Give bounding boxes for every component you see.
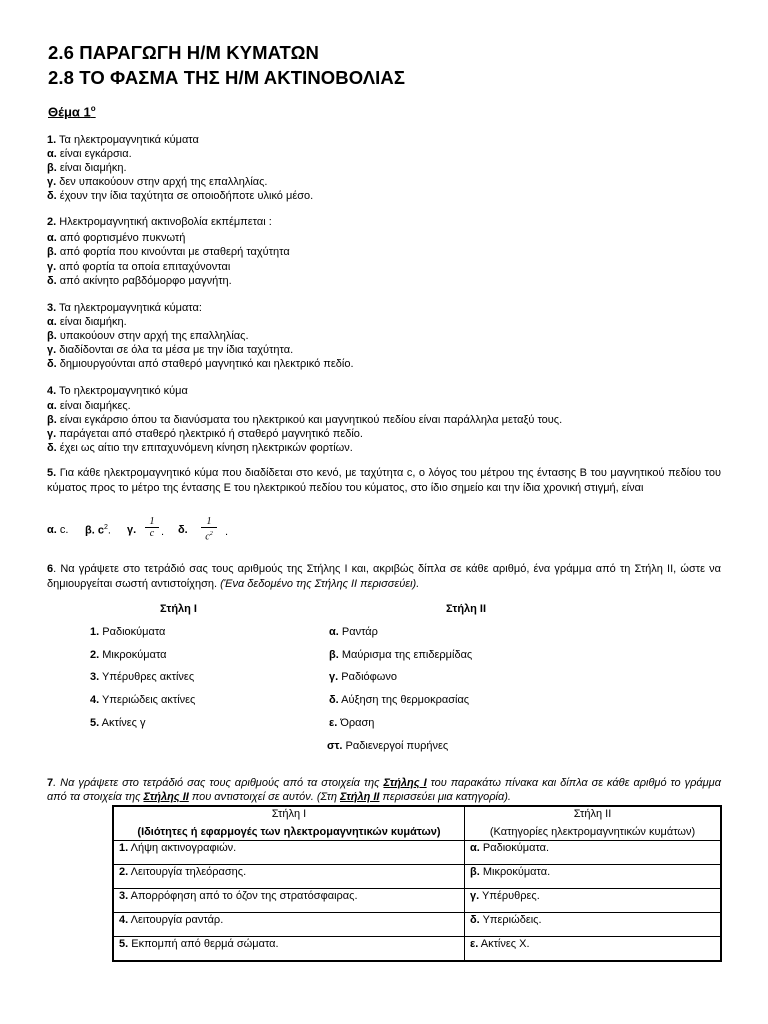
q5-fraction-1-over-c: $\frac{1}{c}$ (145, 516, 159, 540)
q7-table-col2-header: Στήλη ΙΙ (Κατηγορίες ηλεκτρομαγνητικών κυμάτων) (465, 806, 722, 841)
q4-option-a: α. είναι διαμήκες. (47, 400, 131, 412)
q7-table (112, 805, 722, 962)
q5-end: . (225, 526, 229, 538)
q6-col2-item: δ. Αύξηση της θερμοκρασίας (329, 694, 470, 706)
q1-option-b: β. είναι διαμήκη. (47, 162, 127, 174)
q1-option-a: α. είναι εγκάρσια. (47, 148, 132, 160)
q5-options (47, 518, 307, 548)
q3-option-d: δ. δημιουργούνται από σταθερό μαγνητικό και ηλεκτρικό πεδίο. (47, 358, 354, 370)
table-row: 2. Λειτουργία τηλεόρασης. β. Μικροκύματα. (113, 865, 721, 889)
title-line-2: 2.8 ΤΟ ΦΑΣΜΑ ΤΗΣ Η/Μ ΑΚΤΙΝΟΒΟΛΙΑΣ (48, 67, 406, 88)
q6-col1-item: 3. Υπέρυθρες ακτίνες (90, 671, 195, 683)
q4-stem: 4. Το ηλεκτρομαγνητικό κύμα (47, 385, 188, 397)
q6-col2-item: ε. Όραση (329, 717, 375, 729)
q1-option-c: γ. δεν υπακούουν στην αρχή της επαλληλίας. (47, 176, 268, 188)
q4-option-c: γ. παράγεται από σταθερό ηλεκτρικό ή σταθερό μαγνητικό πεδίο. (47, 428, 363, 440)
q1-option-d: δ. έχουν την ίδια ταχύτητα σε οποιοδήποτε υλικό μέσο. (47, 190, 314, 202)
q5-separator: . (161, 526, 165, 538)
q1-stem: 1. Τα ηλεκτρομαγνητικά κύματα (47, 134, 199, 146)
q6-col2-item: γ. Ραδιόφωνο (329, 671, 397, 683)
q5-fraction-1-over-c2: $\frac{1}{c^2}$ (201, 516, 217, 543)
title-line-1: 2.6 ΠΑΡΑΓΩΓΗ Η/Μ ΚΥΜΑΤΩΝ (48, 42, 320, 63)
table-row: 5. Εκπομπή από θερμά σώματα. ε. Ακτίνες Χ. (113, 937, 721, 962)
table-row: 3. Απορρόφηση από το όζον της στρατόσφαιρας. γ. Υπέρυθρες. (113, 889, 721, 913)
q6-col1-item: 2. Μικροκύματα (90, 649, 167, 661)
q5-option-a: α. c. (47, 524, 69, 536)
q3-option-c: γ. διαδίδονται σε όλα τα μέσα με την ίδια ταχύτητα. (47, 344, 294, 356)
q2-option-c: γ. από φορτία τα οποία επιταχύνονται (47, 261, 231, 273)
q2-option-d: δ. από ακίνητο ραβδόμορφο μαγνήτη. (47, 275, 232, 287)
q2-option-b: β. από φορτία που κινούνται με σταθερή ταχύτητα (47, 246, 290, 258)
q7-table-col1-header: Στήλη Ι (Ιδιότητες ή εφαρμογές των ηλεκτρομαγνητικών κυμάτων) (113, 806, 465, 841)
q6-col2-item: α. Ραντάρ (329, 626, 378, 638)
q6-col1-item: 4. Υπεριώδεις ακτίνες (90, 694, 196, 706)
topic-heading: Θέμα $1^o$ (48, 104, 96, 120)
q7-text: 7. Να γράψετε στο τετράδιό σας τους αριθμούς από τα στοιχεία της Στήλης Ι του παρακάτω πίνακα και δίπλα σε κάθε αριθμό το γράμμα από τα στοιχεία της Στήλης ΙΙ που αντιστοιχεί σε αυτόν. (Στη Στήλη ΙΙ περισσεύει μια κατηγορία). (47, 777, 721, 803)
q5-text: 5. Για κάθε ηλεκτρομαγνητικό κύμα που διαδίδεται στο κενό, με ταχύτητα c, ο λόγος του μέτρου της έντασης Β του μαγνητικού πεδίου του κύματος προς το μέτρο της έντασης Ε του ηλεκτρικού πεδίου του κύματος, στο ίδιο σημείο και την ίδια χρονική στιγμή, είναι (47, 467, 721, 494)
q6-col2-item: β. Μαύρισμα της επιδερμίδας (329, 649, 473, 661)
q6-col1-item: 1. Ραδιοκύματα (90, 626, 166, 638)
q2-stem: 2. Ηλεκτρομαγνητική ακτινοβολία εκπέμπεται : (47, 216, 272, 228)
table-row: 4. Λειτουργία ραντάρ. δ. Υπεριώδεις. (113, 913, 721, 937)
q3-option-a: α. είναι διαμήκη. (47, 316, 127, 328)
q6-col1-header: Στήλη Ι (160, 603, 197, 615)
q3-stem: 3. Τα ηλεκτρομαγνητικά κύματα: (47, 302, 202, 314)
q5-option-d-label: δ. (178, 524, 188, 536)
q6-col2-item: στ. Ραδιενεργοί πυρήνες (327, 740, 449, 752)
q6-text: 6. Να γράψετε στο τετράδιό σας τους αριθμούς της Στήλης Ι και, ακριβώς δίπλα σε κάθε αριθμό, ένα γράμμα από τη Στήλη ΙΙ, ώστε να δημιουργείται σωστή αντιστοίχηση. (Ένα δεδομένο της Στήλης ΙΙ περισσεύει). (47, 563, 721, 590)
q5-option-b: β. $c^2$. (85, 524, 111, 537)
table-row: 1. Λήψη ακτινογραφιών. α. Ραδιοκύματα. (113, 841, 721, 865)
q4-option-b: β. είναι εγκάρσιο όπου τα διανύσματα του ηλεκτρικού και μαγνητικού πεδίου είναι παράλληλα μεταξύ τους. (47, 414, 563, 426)
q2-option-a: α. από φορτισμένο πυκνωτή (47, 232, 186, 244)
q3-option-b: β. υπακούουν στην αρχή της επαλληλίας. (47, 330, 249, 342)
q6-col1-item: 5. Ακτίνες γ (90, 717, 146, 729)
q6-col2-header: Στήλη ΙΙ (446, 603, 487, 615)
q5-option-c-label: γ. (127, 524, 137, 536)
q4-option-d: δ. έχει ως αίτιο την επιταχυνόμενη κίνηση ηλεκτρικών φορτίων. (47, 442, 353, 454)
q7-table-header (113, 806, 721, 841)
